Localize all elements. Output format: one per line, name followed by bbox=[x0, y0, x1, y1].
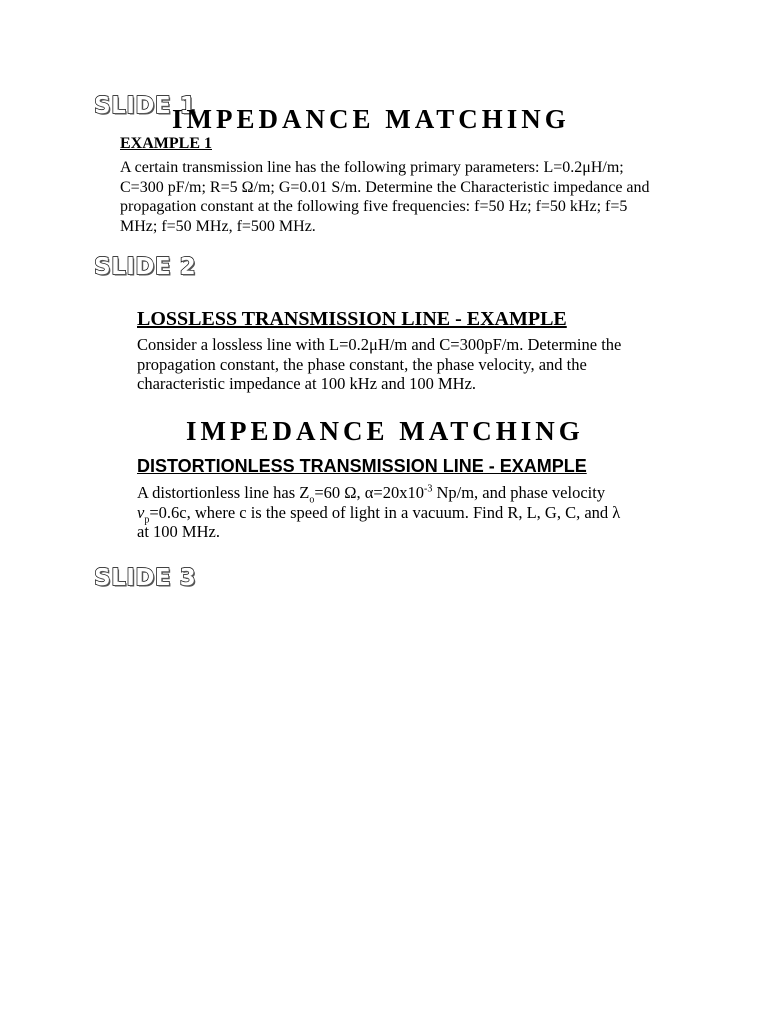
text-run: =0.6c, where c is the speed of light in a vacuum. Find R, L, G, C, and λ bbox=[149, 502, 621, 522]
slide-3-heading: SLIDE 3 bbox=[94, 565, 197, 591]
slide-2-cut-title-text: IMPEDANCE MATCHING bbox=[186, 416, 584, 446]
slide-1-line-3: propagation constant at the following five frequencies: f=50 Hz; f=50 kHz; f=5 bbox=[120, 198, 628, 215]
slide-2-line-3: characteristic impedance at 100 kHz and 100 MHz. bbox=[137, 374, 477, 393]
subscript: p bbox=[144, 513, 150, 525]
slide-2-distortionless-line-1 bbox=[137, 483, 620, 506]
slide-1-cut-title bbox=[172, 104, 612, 134]
subscript: o bbox=[309, 494, 315, 506]
slide-1-line-1: A certain transmission line has the following primary parameters: L=0.2μH/m; bbox=[120, 159, 624, 176]
slide-2-example-title: LOSSLESS TRANSMISSION LINE - EXAMPLE bbox=[137, 308, 567, 330]
slide-2-distortionless-line-3: at 100 MHz. bbox=[137, 522, 220, 541]
slide-1-example-title: EXAMPLE 1 bbox=[120, 135, 212, 152]
text-run: =60 Ω, α=20x10 bbox=[314, 483, 424, 502]
slide-2-distortionless-body bbox=[137, 483, 620, 542]
text-run: v bbox=[137, 502, 145, 522]
text-run: Np/m, and phase velocity bbox=[432, 483, 606, 502]
slide-2-body bbox=[137, 335, 621, 394]
slide-1-line-4: MHz; f=50 MHz, f=500 MHz. bbox=[120, 217, 316, 235]
slide-2-distortionless-title: DISTORTIONLESS TRANSMISSION LINE - EXAMPLE bbox=[137, 456, 587, 476]
slide-1-line-2: C=300 pF/m; R=5 Ω/m; G=0.01 S/m. Determine the Characteristic impedance and bbox=[120, 178, 650, 196]
slide-1-heading: SLIDE 1 bbox=[94, 93, 197, 119]
slide-1-cut-title-text: IMPEDANCE MATCHING bbox=[172, 104, 570, 134]
superscript: -3 bbox=[423, 483, 433, 495]
slide-2-line-2: propagation constant, the phase constant, the phase velocity, and the bbox=[137, 354, 587, 374]
slide-2-cut-title bbox=[186, 416, 616, 446]
text-run: A distortionless line has Z bbox=[137, 483, 310, 502]
slide-2-distortionless-line-2 bbox=[137, 503, 620, 523]
slide-1-body bbox=[120, 158, 650, 236]
slide-2-line-1: Consider a lossless line with L=0.2μH/m and C=300pF/m. Determine the bbox=[137, 335, 622, 354]
slide-2-heading: SLIDE 2 bbox=[94, 254, 197, 280]
